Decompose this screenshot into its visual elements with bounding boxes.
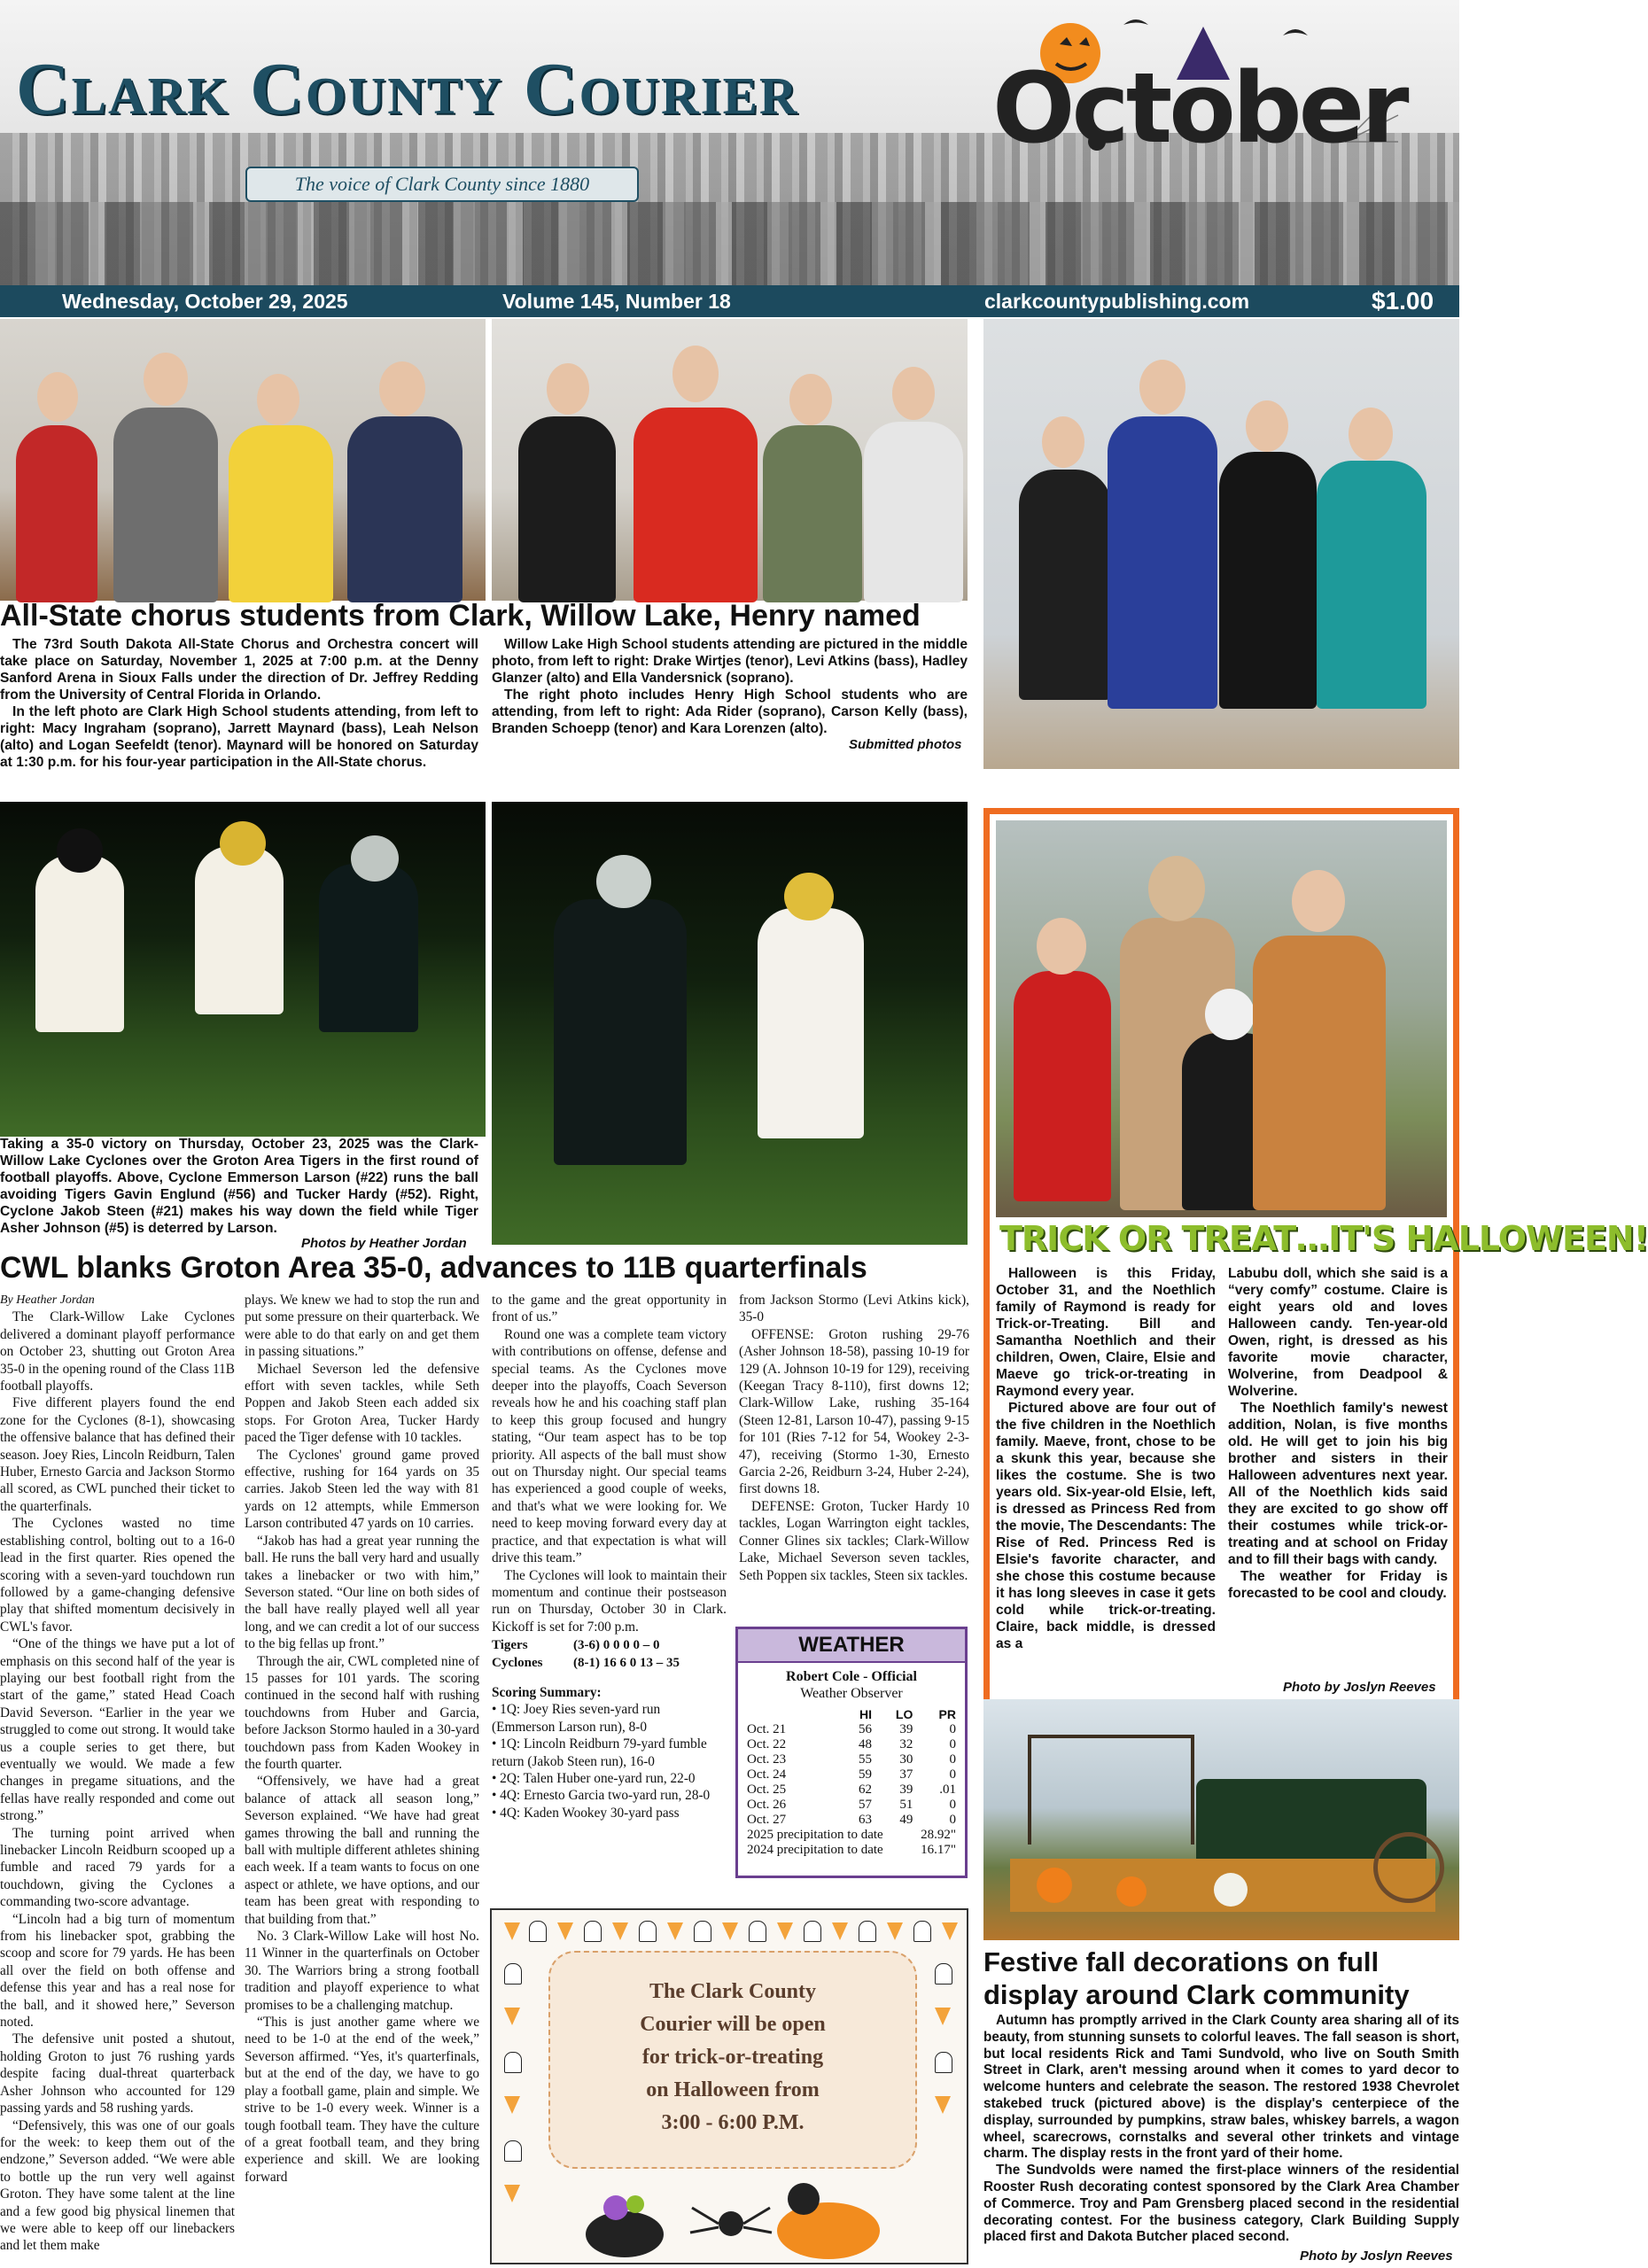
football-paragraph: The defensive unit posted a shutout, holding Groton to just 76 rushing yards despite facing dual-threat quarterback Asher Johnson who accounted for 129 passing yards and 58 rushing yards. xyxy=(0,2031,235,2117)
october-word: October xyxy=(992,51,1406,165)
henry-chorus-photo xyxy=(983,319,1459,769)
ghost-icon xyxy=(935,2052,952,2073)
fall-paragraph: The Sundvolds were named the first-place winners of the residential Rooster Rush decorating contest sponsored by the Clark Area Chamber of Commerce. Troy and Pam Grensberg placed second in the residential decorating contest. For the business category, Clark Building Supply placed first and Dakota Butcher placed second. xyxy=(983,2163,1459,2245)
candy-corn-icon xyxy=(935,2096,951,2114)
fall-paragraph: Autumn has promptly arrived in the Clark County area sharing all of its beauty, from stunning sunsets to colorful leaves. The fall season is short, but local residents Rick and Tami Sundvold, who live on South Smith Street in Clark, aren't messing around when it comes to yard decor to welcome hunters and celebrate the season. The restored 1938 Chevrolet stakebed truck (pictured above) is the display's centerpiece of the display, surrounded by pumpkins, straw bales, whiskey barrels, a wagon wheel, scarecrows, cornstalks and several other trinkets and vintage charm. The display rests in the front yard of their home. xyxy=(983,2013,1459,2162)
precip-2025-row: 2025 precipitation to date 28.92" xyxy=(747,1828,956,1842)
halloween-paragraph: The Noethlich family's newest addition, Nolan, is five months old. He will get to join his big brother and sisters in their Halloween adventures next year. All of the Noethlich kids said they are excited to go show off their costumes while trick-or-treating and at school on Friday and to fill their bags with candy. xyxy=(1228,1401,1448,1567)
ghost-icon xyxy=(935,1963,952,1984)
football-paragraph: plays. We knew we had to stop the run and put some pressure on their quarterback. We were able to do that early on and get them in passing situations.” xyxy=(245,1293,479,1360)
scoring-item: • 1Q: Lincoln Reidburn 79-yard fumble return (Jakob Steen run), 16-0 xyxy=(492,1736,707,1769)
candy-corn-icon xyxy=(504,1922,520,1940)
candy-corn-icon xyxy=(935,2008,951,2025)
football-col-3 xyxy=(492,1292,727,1821)
halloween-col-1 xyxy=(996,1265,1216,1652)
weather-row: Oct. 27 63 49 0 xyxy=(747,1813,956,1827)
football-col-2 xyxy=(245,1292,479,2186)
trick-or-treat-ad xyxy=(490,1908,968,2264)
football-paragraph: The turning point arrived when linebacker Lincoln Reidburn scooped up a fumble and raced 79 yards for a touchdown, giving the Cyclones a commanding two-score advantage. xyxy=(0,1825,235,1910)
town-photo-foreground xyxy=(0,202,1459,285)
price: $1.00 xyxy=(1372,287,1434,315)
football-paragraph: DEFENSE: Groton, Tucker Hardy 10 tackles, Logan Warrington eight tackles, Conner Glines six tackles; Clark-Willow Lake, Michael Severson seven tackles, Seth Poppen six tackles, Steen six tackles. xyxy=(739,1498,969,1583)
weather-row: Oct. 25 62 39 .01 xyxy=(747,1783,956,1797)
volume-number: Volume 145, Number 18 xyxy=(502,290,731,313)
masthead xyxy=(0,0,1459,285)
football-paragraph: Five different players found the end zone for the Cyclones (8-1), showcasing the offensive balance that has defined their season. Joey Ries, Lincoln Reidburn, Talen Huber, Ernesto Garcia and Jackson Stormo all scored, as CWL punched their ticket to the quarterfinals. xyxy=(0,1395,235,1514)
ad-text: The Clark County Courier will be open for trick-or-treating on Halloween from 3:00 - 6:00 P.M. xyxy=(640,1980,826,2134)
bat-icon xyxy=(1283,29,1308,35)
football-paragraph: Round one was a complete team victory with contributions on offense, defense and special teams. As the Cyclones move deeper into the playoffs, Coach Severson reveals how he and his coaching staff plan to keep this group focused and hungry stating, “Our team aspect has to be top priority. All aspects of the ball must show out on Thursday night. Our special teams has experienced a good couple of weeks, and that's what we were looking for. We need to keep moving forward every day at practice, and that expectation is what will drive this team.” xyxy=(492,1326,727,1566)
score-table: Tigers (3-6) 0 0 0 0 – 0 Cyclones (8-1) 16 6 0 13 – 35 xyxy=(492,1638,680,1670)
willow-lake-chorus-photo xyxy=(492,319,968,601)
halloween-paragraph: Labubu doll, which she said is a “very comfy” costume. Claire is eight years old and loves Halloween candy. Ten-year-old Owen, right, is dressed as his favorite movie character, Wolverine, from Deadpool & Wolverine. xyxy=(1228,1266,1448,1399)
fall-decorations-photo xyxy=(983,1699,1459,1940)
ghost-icon xyxy=(529,1921,547,1942)
football-paragraph: Michael Severson led the defensive effort with seven tackles, while Seth Poppen and Jakob Steen each added six stops. For Groton Area, Tucker Hardy paced the Tiger defense with 10 tackles. xyxy=(245,1361,479,1446)
candy-corn-icon xyxy=(612,1922,628,1940)
football-paragraph: No. 3 Clark-Willow Lake will host No. 11 Winner in the quarterfinals on October 30. The Warriors bring a strong football tradition and playoff experience to what promises to be a challenging matchup. xyxy=(245,1929,479,2013)
precip-2024-row: 2024 precipitation to date 16.17" xyxy=(747,1843,956,1857)
issue-date: Wednesday, October 29, 2025 xyxy=(62,290,348,313)
scoring-item: • 2Q: Talen Huber one-yard run, 22-0 xyxy=(492,1770,696,1786)
fall-headline[interactable]: Festive fall decorations on full display around Clark community xyxy=(983,1946,1410,2010)
weather-row: Oct. 26 57 51 0 xyxy=(747,1798,956,1812)
halloween-paragraph: The weather for Friday is forecasted to be cool and cloudy. xyxy=(1228,1569,1448,1601)
football-paragraph: The Cyclones will look to maintain their momentum and continue their postseason run on Thursday, October 30 in Clark. Kickoff is set for 7:00 p.m. xyxy=(492,1567,727,1635)
football-photo-steen xyxy=(492,802,968,1245)
football-col-1 xyxy=(0,1292,235,2255)
weather-row: Oct. 22 48 32 0 xyxy=(747,1737,956,1751)
chorus-photo-credit: Submitted photos xyxy=(849,737,962,752)
weather-row: Oct. 21 56 39 0 xyxy=(747,1722,956,1736)
weather-table xyxy=(747,1707,956,1858)
football-paragraph: to the game and the great opportunity in front of us.” xyxy=(492,1293,727,1325)
byline: By Heather Jordan xyxy=(0,1293,95,1307)
football-paragraph: “Offensively, we have had a great balance of attack all season long,” Severson explained. “We have had great games throwing the ball and running the ball with multiple different athletes shining each week. If a team wants to focus on one aspect or athlete, we have options, and our team has been great with responding to that building from that.” xyxy=(245,1774,479,1927)
halloween-headline[interactable]: TRICK OR TREAT…IT'S HALLOWEEN! xyxy=(999,1219,1648,1258)
scoring-summary-title: Scoring Summary: xyxy=(492,1684,602,1700)
cauldron-icon xyxy=(586,2211,664,2257)
weather-row: Oct. 24 59 37 0 xyxy=(747,1767,956,1782)
chorus-caption-left xyxy=(0,636,478,771)
candy-corn-icon xyxy=(722,1922,738,1940)
candy-corn-icon xyxy=(777,1922,793,1940)
football-paragraph: “Jakob has had a great year running the ball. He runs the ball very hard and usually takes a linebacker or two with him,” Severson stated. “Our line on both sides of the ball have really played well all year long, and we can credit a lot of our success to the big fellas up front.” xyxy=(245,1533,479,1652)
football-paragraph: The Cyclones wasted no time establishing control, bolting out to a 16-0 lead in the first quarter. Ries opened the scoring with a seven-yard touchdown run followed by a game-changing defensive play that shifted momentum decisively in CWL's favor. xyxy=(0,1516,235,1635)
football-paragraph: “Defensively, this was one of our goals for the week: to keep them out of the endzone,” Severson added. “We were able to bottle up the run very well against Groton. They have some talent at the line and a few good big physical linemen that we were able to keep off our linebackers and let them make xyxy=(0,2117,235,2254)
candy-corn-icon xyxy=(942,1922,958,1940)
chorus-text-1: The 73rd South Dakota All-State Chorus and Orchestra concert will take place on Saturday, November 1, 2025 at 7:00 p.m. at the Denny Sanford Arena in Sioux Falls under the direction of Dr. Jeffrey Redding from the University of Central Florida in Orlando. xyxy=(0,637,478,703)
ghost-icon xyxy=(504,1963,522,1984)
ad-message-panel xyxy=(548,1951,917,2169)
candy-corn-icon xyxy=(504,2185,520,2202)
halloween-decor-illustration xyxy=(571,2172,890,2261)
tagline: The voice of Clark County since 1880 xyxy=(245,167,639,202)
candy-corn-icon xyxy=(557,1922,573,1940)
newspaper-title[interactable]: Clark County Courier xyxy=(16,48,799,130)
football-paragraph: The Cyclones' ground game proved effective, rushing for 164 yards on 35 carries. Jakob Steen led the way with 81 yards on 12 attempts, while Emmerson Larson contributed 47 yards on 10 carries. xyxy=(245,1447,479,1532)
football-caption: Taking a 35-0 victory on Thursday, October 23, 2025 was the Clark-Willow Lake Cyclones over the Groton Area Tigers in the first round of football playoffs. Above, Cyclone Emmerson Larson (#22) runs the ball avoiding Tigers Gavin Englund (#56) and Tucker Hardy (#52). Right, Cyclone Jakob Steen (#21) makes his way down the field while Tiger Asher Johnson (#5) is deterred by Larson. xyxy=(0,1137,478,1236)
clark-chorus-photo xyxy=(0,319,486,601)
candy-corn-icon xyxy=(887,1922,903,1940)
scoring-item: • 4Q: Kaden Wookey 30-yard pass xyxy=(492,1805,680,1821)
weather-box xyxy=(735,1627,968,1878)
scoring-item: • 1Q: Joey Ries seven-yard run (Emmerson Larson run), 8-0 xyxy=(492,1702,661,1735)
football-headline[interactable]: CWL blanks Groton Area 35-0, advances to 11B quarterfinals xyxy=(0,1251,867,1285)
ghost-icon xyxy=(639,1921,657,1942)
halloween-paragraph: Halloween is this Friday, October 31, and the Noethlich family of Raymond is ready for Trick-or-Treating. Bill and Samantha Noethlich and their children, Owen, Claire, Elsie and Maeve go trick-or-treating in Raymond every year. xyxy=(996,1266,1216,1399)
fall-article xyxy=(983,2013,1459,2246)
candy-corn-icon xyxy=(832,1922,848,1940)
spider-icon xyxy=(719,2211,743,2236)
weather-header: PR xyxy=(938,1707,956,1721)
candy-corn-icon xyxy=(504,2008,520,2025)
noethlich-kids-photo xyxy=(996,820,1447,1217)
pumpkin-icon xyxy=(777,2202,880,2259)
info-bar xyxy=(0,285,1459,317)
ghost-icon xyxy=(504,2052,522,2073)
scoring-item: • 4Q: Ernesto Garcia two-yard run, 28-0 xyxy=(492,1788,711,1804)
chorus-caption-right xyxy=(492,636,968,737)
football-photo-larson xyxy=(0,802,486,1137)
ghost-icon xyxy=(504,2140,522,2162)
football-paragraph: “This is just another game where we need to be 1-0 at the end of the week,” Severson affirmed. “Yes, it's quarterfinals, but at the end of the day, we have to go play a football game, plain and simple. We strive to be 1-0 every week. Winner is a tough football team. They have the culture of a great football team, and they bring experience and skill. We are looking forward xyxy=(245,2015,479,2185)
chorus-text-2: In the left photo are Clark High School students attending, from left to right: Macy Ingraham (soprano), Jarrett Maynard (bass), Leah Nelson (alto) and Logan Seefeldt (tenor). Maynard will be honored on Saturday at 1:30 p.m. for his four-year participation in the All-State chorus. xyxy=(0,704,478,770)
scoring-list xyxy=(492,1701,727,1821)
football-col-4 xyxy=(739,1292,969,1584)
weather-title: WEATHER xyxy=(738,1629,965,1663)
ghost-icon xyxy=(749,1921,766,1942)
ghost-icon xyxy=(584,1921,602,1942)
halloween-col-2 xyxy=(1228,1265,1448,1602)
football-paragraph: The Clark-Willow Lake Cyclones delivered a dominant playoff performance on October 23, shutting out Groton Area 35-0 in the opening round of the Class 11B football playoffs. xyxy=(0,1309,235,1394)
ghost-icon xyxy=(859,1921,876,1942)
football-photo-credit: Photos by Heather Jordan xyxy=(301,1236,467,1251)
ghost-icon xyxy=(694,1921,711,1942)
weather-observer: Robert Cole - Official Weather Observer xyxy=(786,1669,917,1701)
fall-photo-credit: Photo by Joslyn Reeves xyxy=(1300,2249,1453,2264)
weather-header: LO xyxy=(895,1707,913,1721)
halloween-paragraph: Pictured above are four out of the five children in the Noethlich family. Maeve, front, chose to be a skunk this year, because she likes the costume. She is two years old. Six-year-old Elsie, left, is dressed as Princess Red from the movie, The Descendants: The Rise of Red. Princess Red is Elsie's favorite character, and she chose this costume because it has long sleeves in case it gets cold while trick-or-treating. Claire, back middle, is dressed as a xyxy=(996,1401,1216,1651)
football-paragraph: from Jackson Stormo (Levi Atkins kick), 35-0 xyxy=(739,1293,969,1325)
weather-row: Oct. 23 55 30 0 xyxy=(747,1752,956,1767)
candy-corn-icon xyxy=(667,1922,683,1940)
chorus-headline[interactable]: All-State chorus students from Clark, Willow Lake, Henry named xyxy=(0,599,921,633)
football-paragraph: “Lincoln had a big turn of momentum from his linebacker spot, grabbing the scoop and score for 79 yards. He has been all over the field on both offense and defense this year and has a real nose for the ball, and it showed here,” Severson noted. xyxy=(0,1911,235,2031)
candy-corn-icon xyxy=(504,2096,520,2114)
wagon-wheel xyxy=(1373,1832,1444,1903)
chorus-text-4: The right photo includes Henry High School students who are attending, from left to right: Ada Rider (soprano), Carson Kelly (bass), Branden Schoepp (tenor) and Kara Lorenzen (alto). xyxy=(492,687,968,736)
weather-header: HI xyxy=(859,1707,872,1721)
ghost-icon xyxy=(804,1921,821,1942)
football-paragraph: OFFENSE: Groton rushing 29-76 (Asher Johnson 18-58), passing 10-19 for 129 (A. Johnson 10-19 for 129), receiving (Keegan Tracy 8-110), first downs 12; Clark-Willow Lake, rushing 35-164 (Steen 12-81, Larson 10-47), passing 9-15 for 101 (Ries 7-12 for 54, Wookey 2-3-47), receiving (Stormo 1-30, Ernesto Garcia 2-26, Reidburn 3-24, Huber 2-24), first downs 18. xyxy=(739,1326,969,1497)
halloween-photo-credit: Photo by Joslyn Reeves xyxy=(1283,1680,1436,1695)
chorus-text-3: Willow Lake High School students attending are pictured in the middle photo, from left to right: Drake Wirtjes (tenor), Levi Atkins (bass), Hadley Glanzer (alto) and Ella Vandersnick (soprano). xyxy=(492,637,968,686)
ghost-icon xyxy=(913,1921,931,1942)
website-link[interactable]: clarkcountypublishing.com xyxy=(984,290,1250,313)
football-paragraph: Through the air, CWL completed nine of 15 passes for 101 yards. The scoring continued in the second half with rushing touchdowns from Huber and Garcia, before Jackson Stormo hauled in a 30-yard touchdown pass from Kaden Wookey in the fourth quarter. xyxy=(245,1653,479,1772)
football-paragraph: “One of the things we have put a lot of emphasis on this second half of the year is playing our best football right from the start of the game,” stated Head Coach David Severson. “Earlier in the year we struggled to come out strong. It would take us a couple series to get there, but eventually we would. We made a few changes in pregame situations, and the fellas have really responded and come out strong.” xyxy=(0,1636,235,1824)
black-cat-icon xyxy=(788,2183,820,2215)
